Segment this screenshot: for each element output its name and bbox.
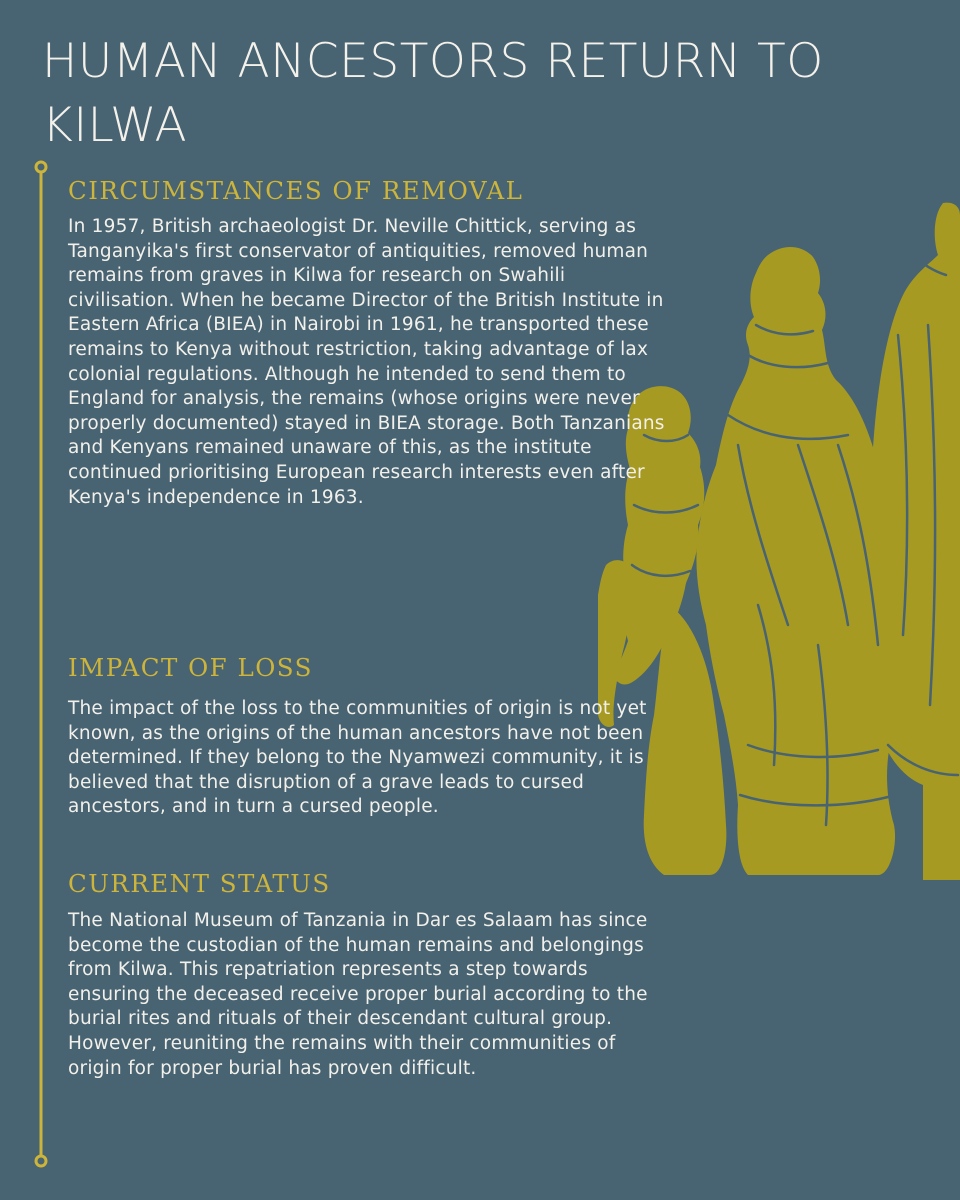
page-title: HUMAN ANCESTORS RETURN TO KILWA (42, 34, 824, 153)
section-heading-impact: IMPACT OF LOSS (68, 653, 313, 682)
section-body-impact: The impact of the loss to the communities of origin is not yet known, as the origins of the human ancestors have not been determined. If they belong to the Nyamwezi community, it is believed that the disruption of a grave leads to cursed ancestors, and in turn a cursed people. (68, 698, 647, 818)
section-body-status: The National Museum of Tanzania in Dar es Salaam has since become the custodian of the human remains and belongings from Kilwa. This repatriation represents a step towards ensuring the deceased receive proper burial according to the burial rites and rituals of their descendant cultural group. However, reuniting the remains with their communities of origin for proper burial has proven difficult. (68, 910, 648, 1079)
section-heading-circumstances: CIRCUMSTANCES OF REMOVAL (68, 176, 524, 205)
timeline-line-icon (34, 160, 48, 1170)
section-body-circumstances: In 1957, British archaeologist Dr. Neville Chittick, serving as Tanganyika's first conservator of antiquities, removed human remains from graves in Kilwa for research on Swahili civilisation. When he became Director of the British Institute in Eastern Africa (BIEA) in Nairobi in 1961, he transported these remains to Kenya without restriction, taking advantage of lax colonial regulations. Although he intended to send them to England for analysis, the remains (whose origins were never properly documented) stayed in BIEA storage. Both Tanzanians and Kenyans remained unaware of this, as the institute continued prioritising European research interests even after Kenya's independence in 1963. (68, 216, 665, 508)
section-heading-status: CURRENT STATUS (68, 869, 331, 898)
